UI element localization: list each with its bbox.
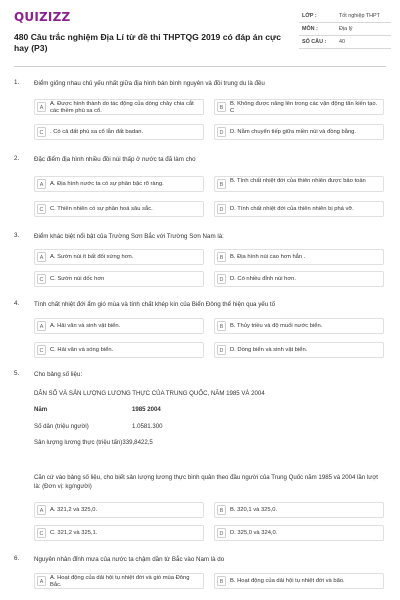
option-text: . Có cả đất phù sa cổ lẫn đất badan. bbox=[50, 129, 144, 135]
option-letter: C bbox=[37, 345, 46, 355]
question-intro: Cho bảng số liệu: bbox=[34, 371, 83, 378]
meta-key: LỚP : bbox=[302, 13, 317, 19]
option-text: C. 321,2 và 325,1. bbox=[50, 530, 98, 536]
option-text: D. Tính chất nhiệt đới của thiên nhiên bị phá vỡ. bbox=[230, 206, 354, 212]
table-row-label: Sản lượng lương thực (triệu tấn)339,8422,5 bbox=[34, 439, 153, 446]
option-letter: A bbox=[37, 102, 46, 112]
option-letter: D bbox=[217, 127, 226, 137]
option-letter: D bbox=[217, 204, 226, 214]
question-number: 6. bbox=[14, 555, 20, 562]
question-number: 5. bbox=[14, 370, 20, 377]
option-text: A. Hải văn và sinh vật biển. bbox=[50, 323, 121, 329]
table-header-value: 1985 2004 bbox=[132, 406, 161, 413]
question-number: 1. bbox=[14, 79, 20, 86]
option-text: C. Sườn núi dốc hơn bbox=[50, 276, 105, 282]
meta-row-subject bbox=[299, 23, 391, 36]
question-text: Điểm khác biệt nổi bật của Trường Sơn Bắc với Trường Sơn Nam là: bbox=[34, 233, 224, 240]
question-text: Nguyên nhân đỉnh mưa của nước ta chậm dần từ Bắc vào Nam là do bbox=[34, 556, 225, 563]
table-title: DÂN SỐ VÀ SẢN LƯỢNG LƯƠNG THỰC CỦA TRUNG QUỐC, NĂM 1985 VÀ 2004 bbox=[34, 390, 265, 397]
option-text: D. 325,0 và 324,0. bbox=[230, 530, 278, 536]
option-letter: C bbox=[37, 204, 46, 214]
question-number: 3. bbox=[14, 232, 20, 239]
option-text: A. 321,2 và 325,0. bbox=[50, 507, 98, 513]
question-text: Tính chất nhiệt đới ẩm gió mùa và tính chất khép kín của Biển Đông thể hiện qua yếu tố bbox=[34, 301, 276, 308]
option-letter: B bbox=[217, 321, 226, 331]
option-text: A. Được hình thành do tác động của dòng chảy chia cắt các thềm phù sa cổ. bbox=[50, 101, 194, 114]
option-letter: B bbox=[217, 505, 226, 515]
option-text: B. Không được nâng lên trong các vận động tân kiến tạo. C bbox=[230, 101, 378, 114]
meta-row-count bbox=[299, 36, 391, 49]
meta-row-class bbox=[299, 10, 391, 23]
option-text: A. Sườn núi ít bất đối xứng hơn. bbox=[50, 254, 134, 260]
option-letter: D bbox=[217, 528, 226, 538]
option-text: B. Hoạt động của dải hội tụ nhiệt đới và bão. bbox=[230, 578, 345, 584]
option-letter: C bbox=[37, 528, 46, 538]
meta-key: MÔN : bbox=[302, 26, 318, 32]
option-letter: B bbox=[217, 252, 226, 262]
option-text: A. Địa hình nước ta có sự phân bậc rõ ràng. bbox=[50, 181, 164, 187]
option-text: B. Thủy triều và độ muối nước biển. bbox=[230, 323, 323, 329]
question-text: Đặc điểm địa hình nhiều đồi núi thấp ở nước ta đã làm cho bbox=[34, 156, 196, 163]
option-text: D. Có nhiều đỉnh núi hơn. bbox=[230, 276, 296, 282]
option-letter: A bbox=[37, 179, 46, 189]
option-text: C. Hải văn và sóng biển. bbox=[50, 347, 114, 353]
option-text: D. Dòng biển và sinh vật biển. bbox=[230, 347, 308, 353]
option-text: A. Hoạt động của dải hội tụ nhiệt đới và gió mùa Đông Bắc. bbox=[50, 575, 190, 588]
table-row-label: Số dân (triệu người) bbox=[34, 423, 89, 430]
option-letter: A bbox=[37, 321, 46, 331]
option-text: B. Địa hình núi cao hơn hẳn . bbox=[230, 254, 306, 260]
option-letter: D bbox=[217, 345, 226, 355]
option-letter: D bbox=[217, 274, 226, 284]
option-letter: C bbox=[37, 274, 46, 284]
question-number: 4. bbox=[14, 300, 20, 307]
option-text: D. Nằm chuyển tiếp giữa miền núi và đồng bằng. bbox=[230, 129, 357, 135]
quizizz-logo: QUIZIZZ bbox=[14, 10, 71, 24]
option-letter: A bbox=[37, 576, 46, 586]
option-letter: C bbox=[37, 127, 46, 137]
option-letter: B bbox=[217, 576, 226, 586]
table-row-value: 1.0581.300 bbox=[132, 423, 163, 430]
meta-value: Tốt nghiệp THPT bbox=[339, 13, 380, 19]
meta-value: 40 bbox=[339, 39, 345, 45]
option-text: B. Tính chất nhiệt đới của thiên nhiên được bảo toàn bbox=[230, 178, 366, 184]
header-divider bbox=[14, 66, 386, 67]
option-letter: B bbox=[217, 179, 226, 189]
worksheet-header bbox=[0, 0, 400, 66]
question-text: Căn cứ vào bảng số liệu, cho biết sản lượng lương thực bình quân theo đầu người của Trung Quốc năm 1985 và 2004 lần lượt là: (Đơn vị: kg/người) bbox=[34, 474, 379, 490]
option-letter: A bbox=[37, 252, 46, 262]
option-text: C. Thiên nhiên có sự phân hoá sâu sắc. bbox=[50, 206, 153, 212]
table-header-label: Năm bbox=[34, 406, 48, 413]
option-letter: A bbox=[37, 505, 46, 515]
worksheet-title: 480 Câu trắc nghiệm Địa Lí từ đề thi THPTQG 2019 có đáp án cực hay (P3) bbox=[14, 32, 281, 53]
question-number: 2. bbox=[14, 155, 20, 162]
meta-panel bbox=[299, 10, 391, 49]
option-text: B. 320,1 và 325,0. bbox=[230, 507, 278, 513]
meta-key: SỐ CÂU : bbox=[302, 39, 327, 45]
option-letter: B bbox=[217, 102, 226, 112]
meta-value: Địa lý bbox=[339, 26, 353, 32]
question-text: Điểm giống nhau chủ yếu nhất giữa địa hình bán bình nguyên và đồi trung du là đều bbox=[34, 80, 265, 87]
